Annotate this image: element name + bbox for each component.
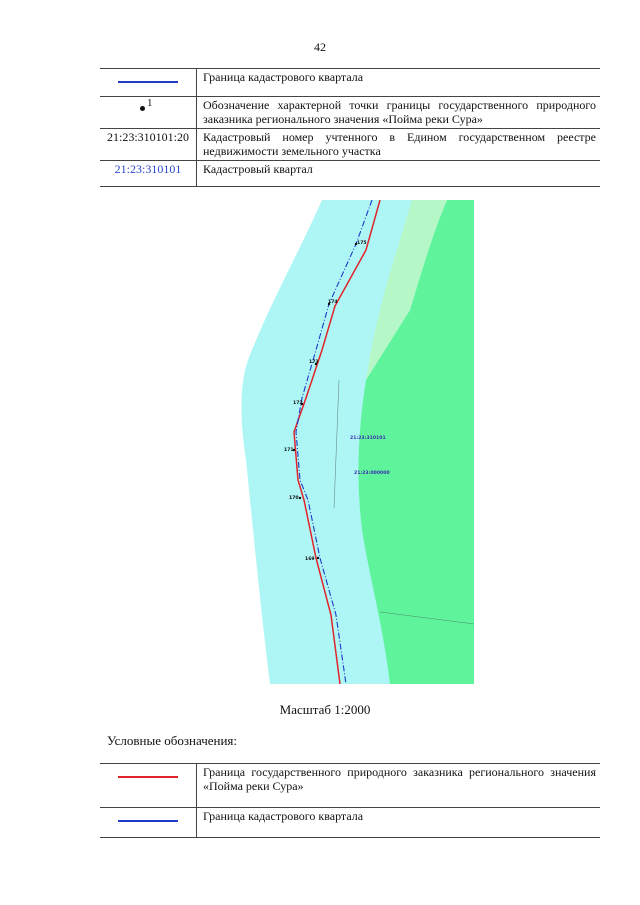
blue-line-symbol [118,81,178,83]
legend-description: Обозначение характерной точки границы государственного природного заказника регионального значения «Пойма реки Сура» [197,97,601,129]
legend-table-bottom [100,763,600,838]
point-label-170: 170 [289,496,299,501]
point-label-174: 174 [328,300,338,305]
map-canvas [232,200,474,684]
scale-caption: Масштаб 1:2000 [279,702,371,717]
red-line-symbol [118,776,178,778]
legend-description: Граница государственного природного заказника регионального значения «Пойма реки Сура» [197,764,601,808]
legend-symbol-cell: 21:23:310101 [100,161,197,187]
point-label: 1 [147,97,153,109]
point-label-169: 169 [305,557,315,562]
legend-title: Условные обозначения: [107,733,238,748]
boundary-point [299,497,301,499]
boundary-point [317,557,319,559]
legend-symbol-cell: 21:23:310101:20 [100,129,197,161]
legend-symbol-cell [100,764,197,808]
page-number: 42 [314,40,326,54]
legend-row [100,161,600,187]
legend-table-top [100,68,600,187]
legend-description: Кадастровый квартал [197,161,601,187]
cadastral-quarter-label: 21:23:310101 [350,436,386,441]
legend-symbol-cell [100,69,197,97]
cadastral-zone-label: 21:23:000000 [354,471,390,476]
point-symbol [138,98,158,112]
cadastral-map [232,200,474,684]
point-label-171: 171 [284,448,294,453]
legend-row [100,808,600,838]
legend-symbol-cell [100,808,197,838]
legend-description: Граница кадастрового квартала [197,808,601,838]
point-label-175: 175 [357,241,367,246]
blue-line-symbol [118,820,178,822]
legend-symbol-cell [100,97,197,129]
legend-row [100,764,600,808]
point-label-173: 173 [309,360,319,365]
point-label-172: 172 [293,401,303,406]
legend-description: Граница кадастрового квартала [197,69,601,97]
legend-row [100,69,600,97]
point-dot-icon [140,106,145,111]
legend-row [100,129,600,161]
legend-row [100,97,600,129]
legend-description: Кадастровый номер учтенного в Едином государственном реестре недвижимости земельного участка [197,129,601,161]
